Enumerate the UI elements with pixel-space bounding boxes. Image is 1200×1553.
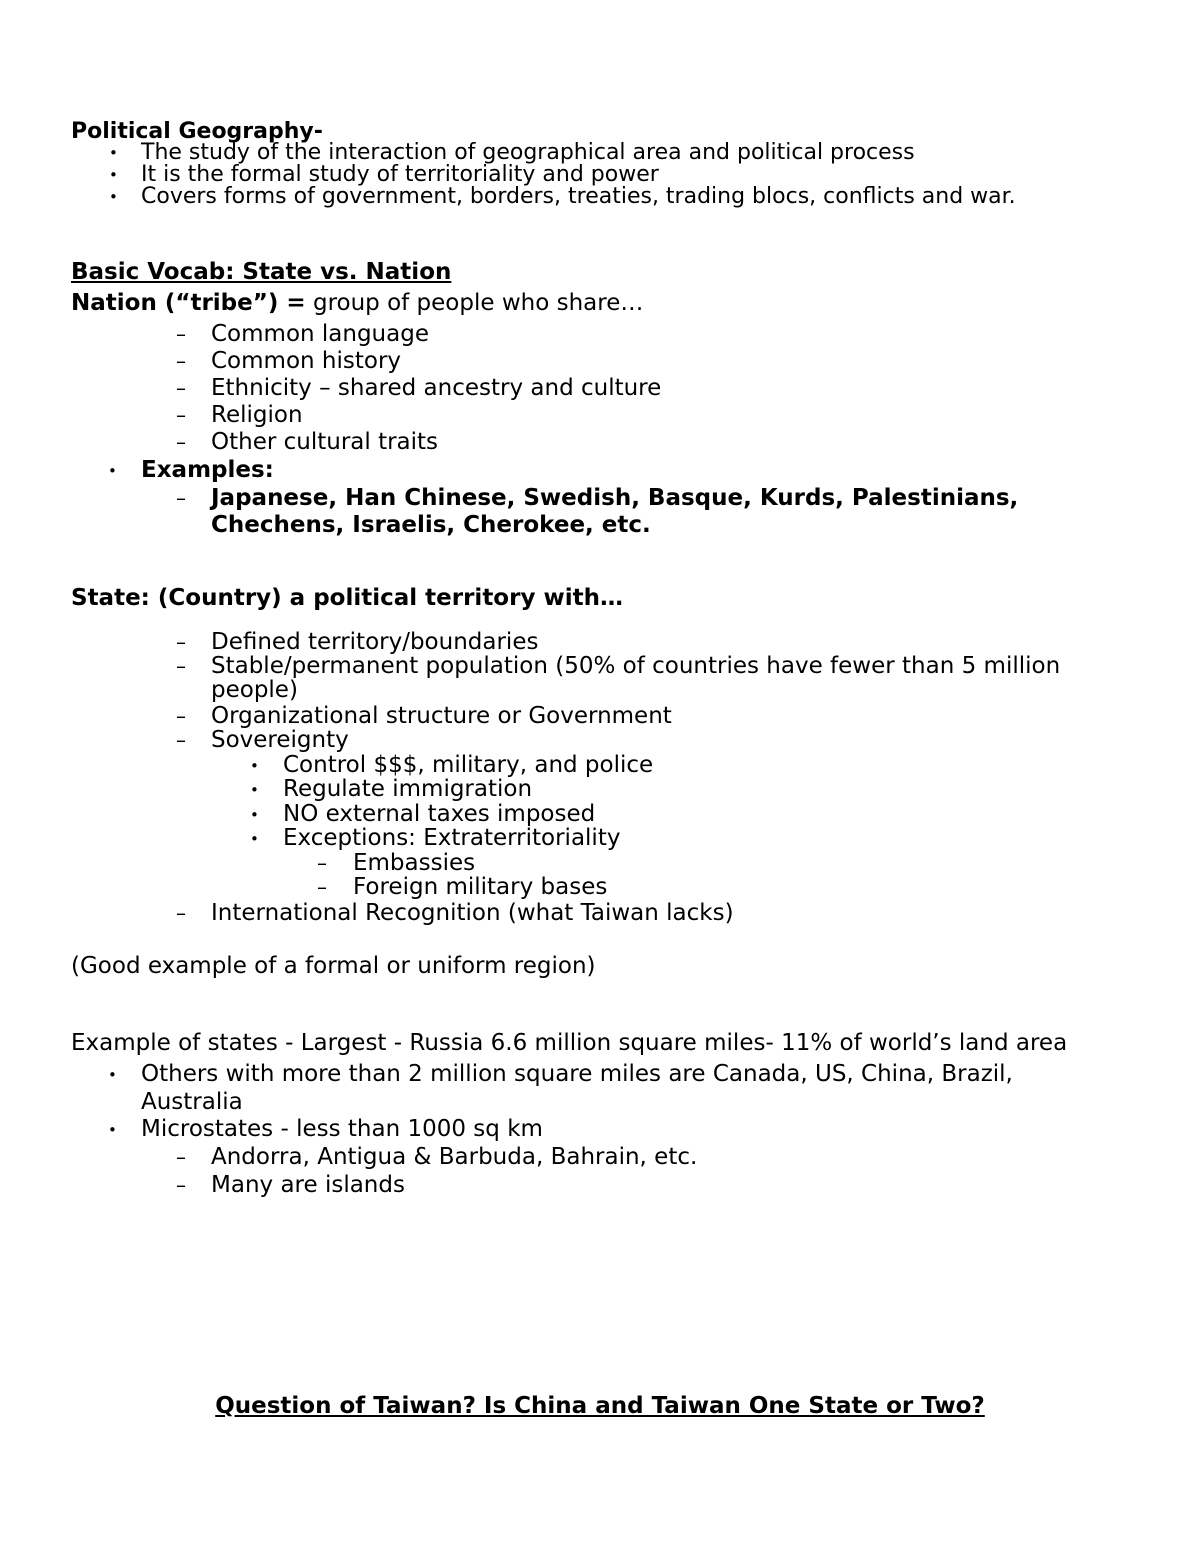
bullet-icon: • <box>108 462 117 480</box>
dash-icon: – <box>176 704 186 728</box>
dash-icon: – <box>176 322 186 346</box>
closing-question: Question of Taiwan? Is China and Taiwan One State or Two? <box>215 1393 985 1419</box>
list-item: Andorra, Antigua & Barbuda, Bahrain, etc. <box>211 1144 698 1170</box>
dash-icon: – <box>176 728 186 752</box>
dash-icon: – <box>176 486 186 510</box>
dash-icon: – <box>176 430 186 454</box>
dash-icon: – <box>176 1145 186 1169</box>
dash-icon: – <box>317 851 327 875</box>
bullet-icon: • <box>109 166 118 184</box>
examples-list: Japanese, Han Chinese, Swedish, Basque, Kurds, Palestinians, <box>211 485 1019 511</box>
list-item: Many are islands <box>211 1172 405 1198</box>
list-item: Religion <box>211 402 303 428</box>
bullet-icon: • <box>250 806 259 824</box>
bullet-icon: • <box>108 1121 117 1139</box>
dash-icon: – <box>176 901 186 925</box>
bullet-icon: • <box>250 757 259 775</box>
region-note: (Good example of a formal or uniform region) <box>71 953 596 979</box>
list-item: Embassies <box>353 850 476 876</box>
dash-icon: – <box>176 403 186 427</box>
examples-of-states-intro: Example of states - Largest - Russia 6.6 million square miles- 11% of world’s land area <box>71 1030 1068 1056</box>
list-item: Ethnicity – shared ancestry and culture <box>211 375 662 401</box>
dash-icon: – <box>176 630 186 654</box>
list-item: Other cultural traits <box>211 429 439 455</box>
dash-icon: – <box>176 1173 186 1197</box>
bullet-icon: • <box>108 1066 117 1084</box>
list-item: Defined territory/boundaries <box>211 629 539 655</box>
list-item: Stable/permanent population (50% of countries have fewer than 5 million <box>211 653 1061 679</box>
list-item: Organizational structure or Government <box>211 703 672 729</box>
bullet-icon: • <box>109 188 118 206</box>
list-item: Others with more than 2 million square miles are Canada, US, China, Brazil, <box>141 1061 1013 1087</box>
dash-icon: – <box>176 654 186 678</box>
dash-icon: – <box>176 349 186 373</box>
bullet-icon: • <box>109 144 118 162</box>
list-item: Exceptions: Extraterritoriality <box>283 825 621 851</box>
list-item: NO external taxes imposed <box>283 801 596 827</box>
nation-definition <box>71 292 643 315</box>
list-item: International Recognition (what Taiwan lacks) <box>211 900 734 926</box>
examples-list-continued: Chechens, Israelis, Cherokee, etc. <box>211 512 651 538</box>
list-item: Common history <box>211 348 402 374</box>
list-item: Sovereignty <box>211 727 349 753</box>
bullet-icon: • <box>250 781 259 799</box>
list-item: Foreign military bases <box>353 874 608 900</box>
list-item: Common language <box>211 321 429 347</box>
list-item: Control $$$, military, and police <box>283 752 654 778</box>
section-heading-political-geography: Political Geography- <box>71 119 323 144</box>
nation-term: Nation (“tribe”) = <box>71 290 306 316</box>
list-item: It is the formal study of territoriality and power <box>141 162 659 187</box>
section-heading-state: State: (Country) a political territory with… <box>71 585 623 611</box>
list-item-continued: people) <box>211 677 298 703</box>
examples-label: Examples: <box>141 457 274 483</box>
list-item: Microstates - less than 1000 sq km <box>141 1116 543 1142</box>
nation-definition-text: group of people who share… <box>305 290 644 316</box>
bullet-icon: • <box>250 830 259 848</box>
dash-icon: – <box>176 376 186 400</box>
section-heading-basic-vocab: Basic Vocab: State vs. Nation <box>71 259 452 285</box>
list-item: Covers forms of government, borders, treaties, trading blocs, conflicts and war. <box>141 184 1016 209</box>
dash-icon: – <box>317 875 327 899</box>
list-item-continued: Australia <box>141 1089 243 1115</box>
list-item: The study of the interaction of geographical area and political process <box>141 140 915 165</box>
list-item: Regulate immigration <box>283 776 533 802</box>
